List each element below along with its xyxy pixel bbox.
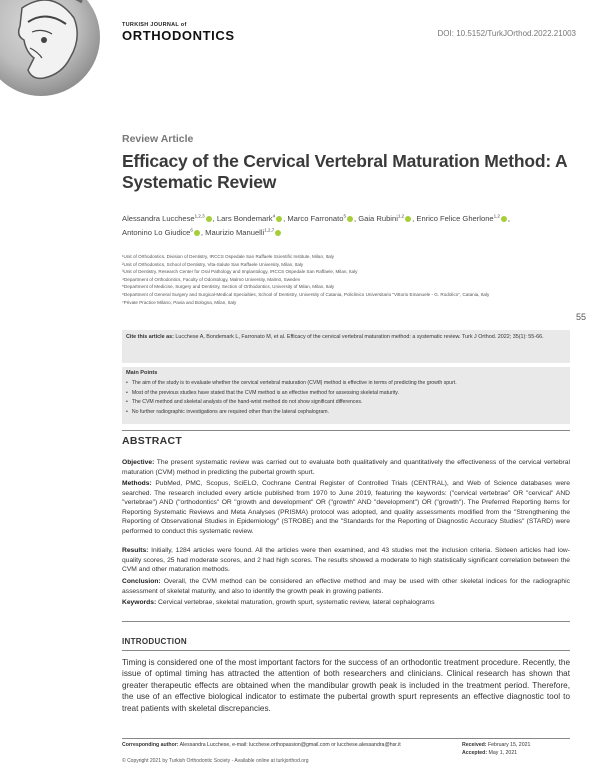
abstract-keywords: Keywords: Cervical vertebrae, skeletal maturation, growth spurt, systematic review, lateral cephalograms — [122, 599, 435, 606]
journal-name: ORTHODONTICS — [122, 28, 235, 43]
abstract-objective: Objective: The present systematic review was carried out to evaluate both qualitatively and quantitatively the effectiveness of the cervical vertebral maturation (CVM) method in predicting the pubertal growth spurt. — [122, 459, 570, 476]
affiliation: ⁷Private Practice Milano, Pavia and Bologna, Milan, Italy — [122, 299, 237, 305]
author[interactable]: Maurizio Manuelli$^{1,2,7}$ — [205, 228, 282, 237]
abstract-heading: ABSTRACT — [122, 435, 183, 447]
corresponding-author: Corresponding author: Alessandra Lucchese, e-mail: lucchese.orthopassion@gmail.com or lucchese.alessandra@hsr.it — [122, 742, 401, 748]
affiliation: ¹Unit of Orthodontics, Division of Dentistry, IRCCS Ospedale San Raffaele Scientific Institute, Milan, Italy — [122, 254, 334, 259]
divider — [122, 650, 570, 651]
abstract-methods: Methods: PubMed, PMC, Scopus, SciELO, Cochrane Central Register of Controlled Trials (CENTRAL), and Web of Science databases were searched. The research included every article published from 1970 to June 2019, featuring the keywords: ("cervical vertebrae" OR "cervical" AND "vertebrae") AND ("orthodontics" OR "growth and development" OR ("growth" AND "development") OR ("growth"). The Preferred Reporting Items for Reporting Systematic Reviews and Meta Analyses (PRISMA) protocol was adopted, and quality assessments modified from the "Strengthening the Reporting of Observational Studies in Epidemiology" (STROBE) and the "Standards for the Reporting of Diagnostic Accuracy Studies" (STARD) were performed to conduct this systematic review. — [122, 480, 570, 535]
abstract-conclusion: Conclusion: Overall, the CVM method can be considered an effective method and may be used with other skeletal indices for the radiographic assessment of skeletal maturity, and also to identify the growth peak in growing patients. — [122, 578, 570, 595]
affiliation: ⁶Department of General Surgery and Surgical-Medical Specialties, School of Dentistry, University of Catania, Policlinico Universitario "Vittorio Emanuele - G. Rodolico", Catania, Italy — [122, 291, 490, 297]
list-item: • The aim of the study is to evaluate whether the cervical vertebral maturation (CVM) method is effective in terms of predicting the growth spurt. — [126, 379, 566, 389]
author[interactable]: Marco Farronato$^5$ , — [287, 213, 359, 223]
orcid-icon[interactable] — [405, 216, 411, 222]
citation: Cite this article as: Lucchese A, Bondemark L, Farronato M, et al. Efficacy of the cervical vertebral maturation method: a systematic review. Turk J Orthod. 2022; 35(1): 55-66. — [126, 334, 544, 340]
main-points-list — [126, 379, 566, 417]
accepted-date: Accepted: May 1, 2021 — [462, 750, 518, 756]
divider — [122, 621, 570, 622]
doi-link[interactable]: DOI: 10.5152/TurkJOrthod.2022.21003 — [437, 29, 576, 38]
affiliation: ³Unit of Dentistry, Research Center for Oral Pathology and Implantology, IRCCS Ospedale San Raffaele, Milan, Italy — [122, 269, 358, 275]
orcid-icon[interactable] — [206, 216, 212, 222]
list-item: • No further radiographic investigations are required other than the lateral cephalogram. — [126, 408, 566, 418]
affiliation: ⁵Department of Medicine, Surgery and Dentistry, Section of Orthodontics, University of Milan, Milan, Italy — [122, 284, 335, 290]
orcid-icon[interactable] — [347, 216, 353, 222]
author[interactable]: Alessandra Lucchese$^{1,2,3}$ , — [122, 213, 217, 223]
introduction-heading: INTRODUCTION — [122, 637, 187, 646]
divider — [122, 430, 570, 431]
list-item: • Most of the previous studies have stated that the CVM method is an effective method for assessing skeletal maturity. — [126, 389, 566, 399]
orcid-icon[interactable] — [194, 230, 200, 236]
received-date: Received: February 15, 2021 — [462, 742, 531, 748]
abstract-results: Results: Initially, 1284 articles were found. All the articles were then examined, and 43 studies met the inclusion criteria. Sixteen articles had low-quality scores, 25 had moderate scores, and 2 had high scores. The results showed a moderate to high statistically significant correlation between the CVM and other maturation methods. — [122, 547, 570, 574]
copyright: © Copyright 2021 by Turkish Orthodontic Society - Available online at turkjorthod.org — [122, 758, 309, 764]
footer-divider — [122, 738, 570, 739]
journal-name-small: TURKISH JOURNAL of — [122, 22, 187, 28]
author[interactable]: Antonino Lo Giudice$^6$ , — [122, 227, 206, 238]
author[interactable]: Enrico Felice Gherlone$^{1,2}$ , — [416, 213, 511, 223]
author[interactable]: Gaia Rubini$^{1,2}$ , — [358, 213, 417, 223]
orcid-icon[interactable] — [275, 230, 281, 236]
author-list — [122, 210, 572, 239]
article-title: Efficacy of the Cervical Vertebral Maturation Method: A Systematic Review — [122, 151, 567, 192]
affiliation: ⁴Department of Orthodontics, Faculty of Odontology, Malmö University, Malmö, Sweden — [122, 276, 301, 282]
orcid-icon[interactable] — [276, 216, 282, 222]
affiliations — [122, 253, 562, 306]
helmet-head-emblem — [0, 0, 100, 96]
journal-logo-emblem — [0, 0, 100, 96]
article-dates — [462, 741, 530, 757]
article-type: Review Article — [122, 133, 194, 145]
main-points-heading: Main Points — [126, 370, 158, 376]
author[interactable]: Lars Bondemark$^4$ , — [216, 213, 288, 223]
introduction-text: Timing is considered one of the most important factors for the success of an orthodontic treatment procedure. Recently, the issue of optimal timing has attracted the attention of both researchers and clinicians. Clinical research has shown that greater therapeutic effects are obtained when the mandibular growth peak is included in the treatment period. Therefore, the use of an effective biological indicator to estimate the pubertal growth spurt represents an effective diagnostic tool to treat patients with skeletal discrepancies. — [122, 658, 570, 713]
list-item: • The CVM method and skeletal analysis of the hand-wrist method do not show significant differences. — [126, 398, 566, 408]
orcid-icon[interactable] — [501, 216, 507, 222]
page-number: 55 — [575, 312, 586, 322]
affiliation: ²Unit of Orthodontics, School of Dentistry, Vita-Salute San Raffaele University, Milan, Italy — [122, 261, 304, 267]
